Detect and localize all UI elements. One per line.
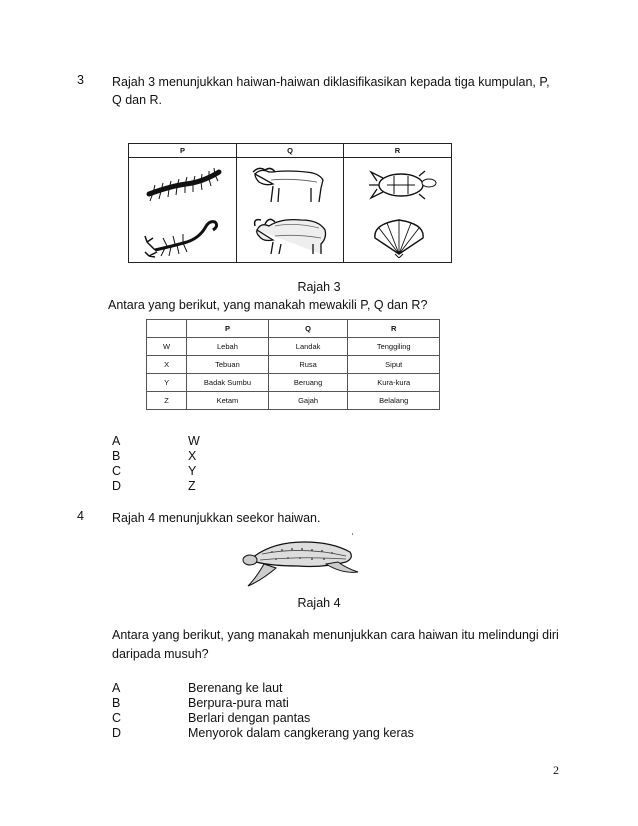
leatherback-turtle-icon (242, 528, 360, 590)
seashell-icon (369, 216, 429, 258)
q3-option-c-letter[interactable]: C (112, 464, 122, 478)
question-4-prompt-line2: daripada musuh? (112, 647, 209, 661)
q4-option-c-value[interactable]: Berlari dengan pantas (188, 711, 311, 725)
table-cell: Z (147, 392, 187, 410)
scorpion-icon (143, 216, 223, 258)
q3-option-a-value[interactable]: W (188, 434, 200, 448)
question-3-table (146, 319, 440, 410)
table-cell: Lebah (187, 338, 269, 356)
table-cell: Tebuan (187, 356, 269, 374)
q3-option-c-value[interactable]: Y (188, 464, 197, 478)
figure-4-caption: Rajah 4 (297, 596, 341, 610)
q3-option-a-letter[interactable]: A (112, 434, 121, 448)
question-4-text: Rajah 4 menunjukkan seekor haiwan. (112, 511, 321, 525)
question-3-prompt: Antara yang berikut, yang manakah mewakili P, Q dan R? (108, 298, 428, 312)
question-4-prompt-line1: Antara yang berikut, yang manakah menunjukkan cara haiwan itu melindungi diri (112, 628, 559, 642)
q4-option-c-letter[interactable]: C (112, 711, 122, 725)
table-cell: Ketam (187, 392, 269, 410)
table-cell: Landak (268, 338, 348, 356)
figure-3-header-r: R (344, 144, 451, 158)
table-header-cell (147, 320, 187, 338)
question-4-number: 4 (77, 509, 84, 523)
q4-option-b-letter[interactable]: B (112, 696, 121, 710)
question-3-text-line1: Rajah 3 menunjukkan haiwan-haiwan diklasifikasikan kepada tiga kumpulan, P, (112, 75, 550, 89)
q3-option-b-letter[interactable]: B (112, 449, 121, 463)
yak-icon (251, 214, 331, 258)
figure-3-caption: Rajah 3 (297, 280, 341, 294)
table-cell: Gajah (268, 392, 348, 410)
q4-option-a-letter[interactable]: A (112, 681, 121, 695)
centipede-icon (141, 164, 226, 204)
table-cell: Belalang (348, 392, 440, 410)
table-header-row (147, 320, 440, 338)
table-row (147, 374, 440, 392)
q4-option-d-value[interactable]: Menyorok dalam cangkerang yang keras (188, 726, 414, 740)
q3-option-b-value[interactable]: X (188, 449, 197, 463)
table-row (147, 338, 440, 356)
table-cell: Badak Sumbu (187, 374, 269, 392)
table-cell: W (147, 338, 187, 356)
table-row (147, 392, 440, 410)
table-cell: X (147, 356, 187, 374)
q4-option-d-letter[interactable]: D (112, 726, 122, 740)
q4-option-b-value[interactable]: Berpura-pura mati (188, 696, 289, 710)
question-3-text-line2: Q dan R. (112, 93, 163, 107)
table-cell: Siput (348, 356, 440, 374)
figure-3 (128, 143, 452, 263)
table-cell: Tenggiling (348, 338, 440, 356)
figure-3-header-p: P (129, 144, 236, 158)
question-3-number: 3 (77, 73, 84, 87)
table-header-cell: R (348, 320, 440, 338)
q3-option-d-value[interactable]: Z (188, 479, 196, 493)
table-cell: Y (147, 374, 187, 392)
turtle-icon (361, 168, 441, 202)
table-cell: Rusa (268, 356, 348, 374)
figure-3-header-q: Q (237, 144, 343, 158)
buffalo-icon (251, 166, 331, 206)
table-header-cell: P (187, 320, 269, 338)
table-row (147, 356, 440, 374)
page-number: 2 (553, 763, 559, 777)
table-header-cell: Q (268, 320, 348, 338)
q4-option-a-value[interactable]: Berenang ke laut (188, 681, 283, 695)
table-cell: Kura-kura (348, 374, 440, 392)
q3-option-d-letter[interactable]: D (112, 479, 122, 493)
table-cell: Beruang (268, 374, 348, 392)
